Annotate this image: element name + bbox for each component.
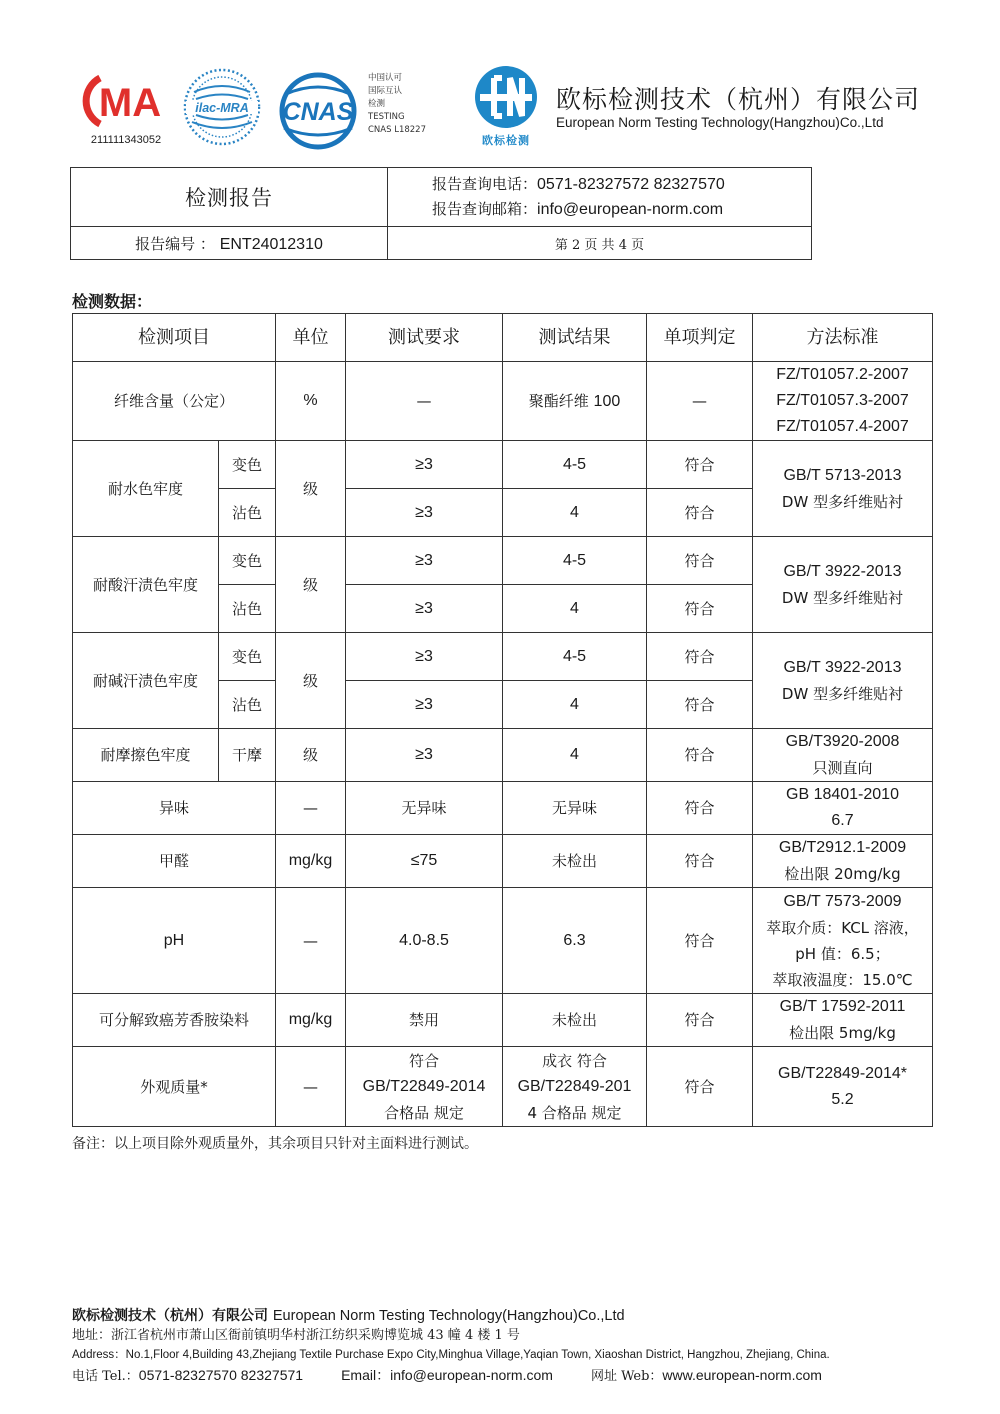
report-number: 报告编号 ： ENT24012310 <box>71 227 388 260</box>
table-row: pH — 4.0-8.5 6.3 符合 GB/T 7573-2009 萃取介质：KCL 溶液， pH 值：6.5； 萃取液温度：15.0℃ <box>73 888 933 994</box>
company-name-en: European Norm Testing Technology(Hangzhou)Co.,Ltd <box>556 115 884 130</box>
en-mark-icon <box>472 64 540 130</box>
cma-mark-icon <box>80 72 172 130</box>
cnas-mark-icon <box>272 72 364 150</box>
page-footer: 欧标检测技术（杭州）有限公司 European Norm Testing Technology(Hangzhou)Co.,Ltd 地址：浙江省杭州市萧山区衙前镇明华村浙江纺织采购博览城 43 幢 4 楼 1 号 Address：No.1,Floor 4,Building 43,Zhejiang Textile Purchase Expo City,Minghua Village,Yaqian Town, Xiaoshan District, Hangzhou, Zhejiang, China. 电话 Tel.：0571-82327570 82327571 Email：info@european-norm.com 网址 Web：www.european-norm.com <box>72 1306 952 1387</box>
cma-number: 211111343052 <box>90 134 162 146</box>
european-norm-logo <box>472 64 540 148</box>
cma-logo <box>80 72 172 152</box>
table-row: 沾色 ≥3 4 符合 <box>73 489 933 537</box>
footer-web: www.european-norm.com <box>662 1367 822 1383</box>
ilac-globe-icon <box>182 66 262 148</box>
footer-company-cn: 欧标检测技术（杭州）有限公司 <box>72 1308 268 1324</box>
svg-text:CNAS: CNAS <box>282 98 354 126</box>
report-email: info@european-norm.com <box>537 201 724 218</box>
table-row: 甲醛 mg/kg ≤75 未检出 符合 GB/T2912.1-2009 检出限 20mg/kg <box>73 835 933 888</box>
report-contact: 报告查询电话：0571-82327572 82327570 报告查询邮箱：info@european-norm.com <box>388 168 812 227</box>
ilac-mra-logo <box>182 66 262 148</box>
report-phone: 0571-82327572 82327570 <box>537 176 725 193</box>
col-header: 方法标准 <box>753 314 933 362</box>
table-row: 异味 — 无异味 无异味 符合 GB 18401-2010 6.7 <box>73 782 933 835</box>
col-header: 测试要求 <box>346 314 503 362</box>
table-row: 耐水色牢度 变色 级 ≥3 4-5 符合 GB/T 5713-2013 DW 型多纤维贴衬 <box>73 441 933 489</box>
test-data-table <box>72 313 933 1127</box>
footer-address-cn: 地址：浙江省杭州市萧山区衙前镇明华村浙江纺织采购博览城 43 幢 4 楼 1 号 <box>72 1328 520 1343</box>
footer-email: info@european-norm.com <box>390 1367 553 1383</box>
company-name-cn: 欧标检测技术（杭州）有限公司 <box>556 85 921 114</box>
remark-note: 备注：以上项目除外观质量外，其余项目只针对主面料进行测试。 <box>72 1136 478 1152</box>
table-row: 耐摩擦色牢度 干摩 级 ≥3 4 符合 GB/T3920-2008 只测直向 <box>73 729 933 782</box>
page-info: 第 2 页 共 4 页 <box>388 227 812 260</box>
svg-text:MA: MA <box>98 81 162 125</box>
report-title: 检测报告 <box>71 168 388 227</box>
col-header: 单位 <box>276 314 346 362</box>
col-header: 检测项目 <box>73 314 276 362</box>
footer-address-en: Address：No.1,Floor 4,Building 43,Zhejiang Textile Purchase Expo City,Minghua Village,Yaqian Town, Xiaoshan District, Hangzhou, Zhejiang, China. <box>72 1349 830 1361</box>
footer-company-en: European Norm Testing Technology(Hangzhou)Co.,Ltd <box>272 1308 625 1324</box>
section-title: 检测数据： <box>72 292 153 311</box>
table-header-row <box>73 314 933 362</box>
col-header: 测试结果 <box>503 314 647 362</box>
en-caption: 欧标检测 <box>482 134 530 147</box>
table-row: 耐酸汗渍色牢度 变色 级 ≥3 4-5 符合 GB/T 3922-2013 DW 型多纤维贴衬 <box>73 537 933 585</box>
cnas-logo <box>272 72 364 150</box>
table-row: 沾色 ≥3 4 符合 <box>73 585 933 633</box>
table-row: 耐碱汗渍色牢度 变色 级 ≥3 4-5 符合 GB/T 3922-2013 DW 型多纤维贴衬 <box>73 633 933 681</box>
table-row: 外观质量* — 符合 GB/T22849-2014 合格品 规定 成衣 符合 GB/T22849-201 4 合格品 规定 符合 GB/T22849-2014* 5.2 <box>73 1047 933 1127</box>
col-header: 单项判定 <box>647 314 753 362</box>
cnas-info: 中国认可 国际互认 检测 TESTING CNAS L18227 <box>368 73 426 135</box>
table-row: 纤维含量（公定） % — 聚酯纤维 100 — FZ/T01057.2-2007 FZ/T01057.3-2007 FZ/T01057.4-2007 <box>73 362 933 441</box>
footer-tel: 0571-82327570 82327571 <box>138 1367 304 1383</box>
report-header-table <box>70 167 812 260</box>
table-row: 沾色 ≥3 4 符合 <box>73 681 933 729</box>
svg-text:ilac-MRA: ilac-MRA <box>195 101 249 115</box>
table-row: 可分解致癌芳香胺染料 mg/kg 禁用 未检出 符合 GB/T 17592-2011 检出限 5mg/kg <box>73 994 933 1047</box>
